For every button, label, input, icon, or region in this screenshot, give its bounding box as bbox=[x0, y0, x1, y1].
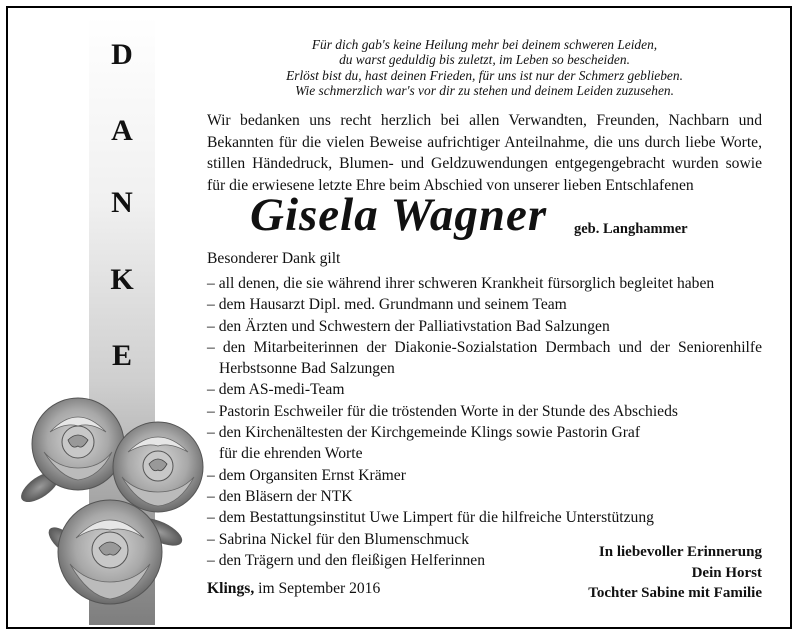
signature-line: In liebevoller Erinnerung bbox=[598, 544, 762, 560]
paragraph-line: stillen Händedruck, Blumen- und Geldzuwendungen entgegengebracht wurden sowie bbox=[207, 155, 762, 173]
signature bbox=[588, 542, 762, 604]
side-letter-n: N bbox=[111, 186, 133, 219]
poem-line: Wie schmerzlich war's vor dir zu stehen und deinem Leiden zuzusehen. bbox=[295, 82, 674, 98]
list-item: – Sabrina Nickel für den Blumenschmuck bbox=[207, 530, 469, 548]
list-item: – dem Bestattungsinstitut Uwe Limpert für die hilfreiche Unterstützung bbox=[207, 509, 654, 527]
poem-line: Für dich gab's keine Heilung mehr bei deinem schweren Leiden, bbox=[311, 37, 658, 52]
side-letter-k: K bbox=[110, 263, 134, 296]
roses-image bbox=[10, 392, 205, 624]
signature-line: Dein Horst bbox=[691, 564, 762, 581]
list-item: Herbstsonne Bad Salzungen bbox=[219, 360, 395, 378]
list-item: – dem Hausarzt Dipl. med. Grundmann und seinem Team bbox=[207, 296, 567, 314]
list-item: – dem Organsiten Ernst Krämer bbox=[207, 466, 406, 484]
date: im September 2016 bbox=[258, 580, 381, 597]
poem-line: du warst geduldig bis zuletzt, im Leben so bescheiden. bbox=[339, 52, 630, 68]
deceased-name: Gisela Wagner bbox=[250, 189, 548, 241]
list-item: – den Mitarbeiterinnen der Diakonie-Sozialstation Dermbach und der Seniorenhilfe bbox=[207, 338, 762, 356]
thanks-paragraph bbox=[207, 110, 762, 197]
poem bbox=[207, 37, 762, 98]
poem-line: Erlöst bist du, hast deinen Frieden, für uns ist nur der Schmerz geblieben. bbox=[286, 67, 683, 83]
rose-3 bbox=[58, 500, 162, 604]
side-letter-a: A bbox=[111, 114, 133, 147]
rose-2 bbox=[113, 422, 203, 512]
place-name: Klings, bbox=[207, 580, 255, 597]
paragraph-line: Wir bedanken uns recht herzlich bei allen Verwandten, Freunden, Nachbarn und bbox=[207, 112, 762, 129]
paragraph-line: für die erwiesene letzte Ehre beim Abschied von unserer lieben Entschlafenen bbox=[207, 177, 694, 195]
signature-line: Tochter Sabine mit Familie bbox=[588, 585, 762, 601]
special-thanks-heading: Besonderer Dank gilt bbox=[207, 250, 341, 267]
rose-1 bbox=[32, 398, 124, 490]
list-item: – Pastorin Eschweiler für die tröstenden Worte in der Stunde des Abschieds bbox=[207, 402, 678, 420]
side-letter-d: D bbox=[111, 38, 133, 71]
list-item: – den Trägern und den fleißigen Helferinnen bbox=[207, 551, 486, 569]
place-date bbox=[207, 580, 380, 598]
list-item: – den Ärzten und Schwestern der Palliativstation Bad Salzungen bbox=[207, 317, 610, 335]
birth-name: geb. Langhammer bbox=[574, 221, 688, 237]
list-item: – dem AS-medi-Team bbox=[207, 381, 345, 399]
list-item: für die ehrenden Worte bbox=[219, 445, 363, 463]
list-item: – den Bläsern der NTK bbox=[207, 487, 353, 505]
list-item: – all denen, die sie während ihrer schweren Krankheit fürsorglich begleitet haben bbox=[207, 275, 715, 292]
list-item: – den Kirchenältesten der Kirchgemeinde Klings sowie Pastorin Graf bbox=[207, 424, 641, 442]
side-letter-e: E bbox=[111, 339, 132, 372]
paragraph-line: Bekannten für die vielen Beweise aufrichtiger Anteilnahme, die uns durch liebe Worte, bbox=[207, 133, 762, 151]
thanks-list bbox=[207, 273, 762, 571]
